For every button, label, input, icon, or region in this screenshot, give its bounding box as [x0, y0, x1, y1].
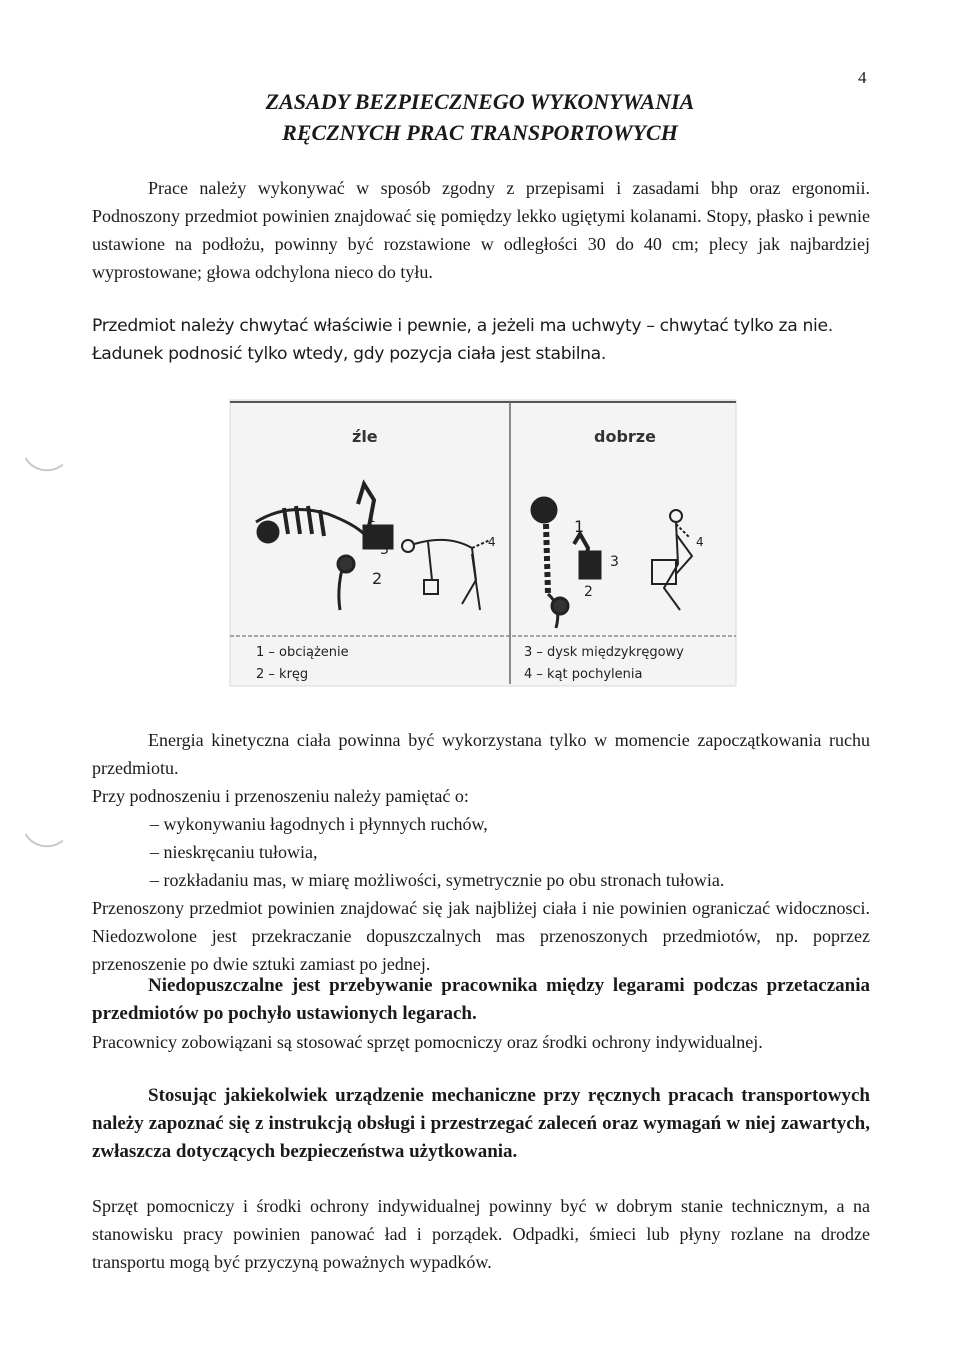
page-title: [0, 86, 960, 148]
punch-hole-mark-bottom: [25, 819, 64, 858]
bad-number-2: 2: [372, 569, 383, 588]
page-number: 4: [858, 68, 867, 87]
paragraph-carried-object: Przenoszony przedmiot powinien znajdować się jak najbliżej ciała i nie powinien ograniczać widocznosci. Niedozwolone jest przekraczanie dopuszczalnych mas przenoszonych przedmiotów, np. poprzez przenoszenie po dwie sztuki zamiast po jednej.: [92, 898, 870, 974]
legend-vertebra: 2 – kręg: [256, 667, 309, 682]
paragraph-remember: Przy podnoszeniu i przenoszeniu należy pamiętać o:: [92, 786, 469, 806]
remember-list: [150, 810, 724, 894]
paragraph-grip: Przedmiot należy chwytać właściwie i pewnie, a jeżeli ma uchwyty – chwytać tylko za nie.: [92, 316, 833, 336]
paragraph-skids-warning: Niedopuszczalne jest przebywanie pracownika między legarami podczas przetaczania przedmiotów po pochyło ustawionych legarach.: [92, 975, 870, 1024]
good-number-3: 3: [610, 554, 619, 570]
label-bad: źle: [352, 427, 378, 446]
legend-disc: 3 – dysk międzykręgowy: [524, 645, 684, 660]
title-line-1: ZASADY BEZPIECZNEGO WYKONYWANIA: [265, 89, 695, 114]
lifting-posture-figure: [228, 384, 740, 696]
paragraph-protective-equipment: Pracownicy zobowiązani są stosować sprzęt pomocniczy oraz środki ochrony indywidualnej.: [92, 1032, 763, 1052]
list-item: – wykonywaniu łagodnych i płynnych ruchów,: [150, 810, 724, 838]
good-number-4: 4: [696, 535, 704, 549]
bad-number-4: 4: [488, 535, 496, 549]
legend-load: 1 – obciążenie: [256, 645, 349, 660]
list-item: – rozkładaniu mas, w miarę możliwości, symetrycznie po obu stronach tułowia.: [150, 866, 724, 894]
paragraph-mechanical-devices: Stosując jakiekolwiek urządzenie mechaniczne przy ręcznych pracach transportowych należy zapoznać się z instrukcją obsługi i przestrzegać zaleceń oraz wymagań w niej zawartych, zwłaszcza dotyczących bezpieczeństwa użytkowania.: [92, 1085, 870, 1162]
good-number-1: 1: [574, 517, 585, 536]
punch-hole-mark-top: [25, 443, 64, 482]
paragraph-intro: Prace należy wykonywać w sposób zgodny z przepisami i zasadami bhp oraz ergonomii. Podnoszony przedmiot powinien znajdować się pomiędzy lekko ugiętymi kolanami. Stopy, płasko i pewnie ustawione na podłożu, powinny być rozstawione w odległości 30 do 40 cm; plecy jak najbardziej wyprostowane; głowa odchylona nieco do tyłu.: [92, 178, 870, 282]
bad-number-1: 1: [368, 511, 376, 525]
label-good: dobrze: [594, 427, 656, 446]
list-item: – nieskręcaniu tułowia,: [150, 838, 724, 866]
good-number-2: 2: [584, 584, 593, 600]
legend-angle: 4 – kąt pochylenia: [524, 667, 643, 682]
paragraph-order: Sprzęt pomocniczy i środki ochrony indywidualnej powinny być w dobrym stanie technicznym, a na stanowisku pracy powinien panować ład i porządek. Odpadki, śmieci lub płyny rozlane na drodze transportu mogą być przyczyną poważnych wypadków.: [92, 1196, 870, 1272]
title-line-2: RĘCZNYCH PRAC TRANSPORTOWYCH: [282, 120, 678, 145]
paragraph-stable: Ładunek podnosić tylko wtedy, gdy pozycja ciała jest stabilna.: [92, 344, 606, 364]
paragraph-kinetic-energy: Energia kinetyczna ciała powinna być wykorzystana tylko w momencie zapoczątkowania ruchu przedmiotu.: [92, 730, 870, 778]
bad-number-3: 3: [380, 542, 389, 558]
